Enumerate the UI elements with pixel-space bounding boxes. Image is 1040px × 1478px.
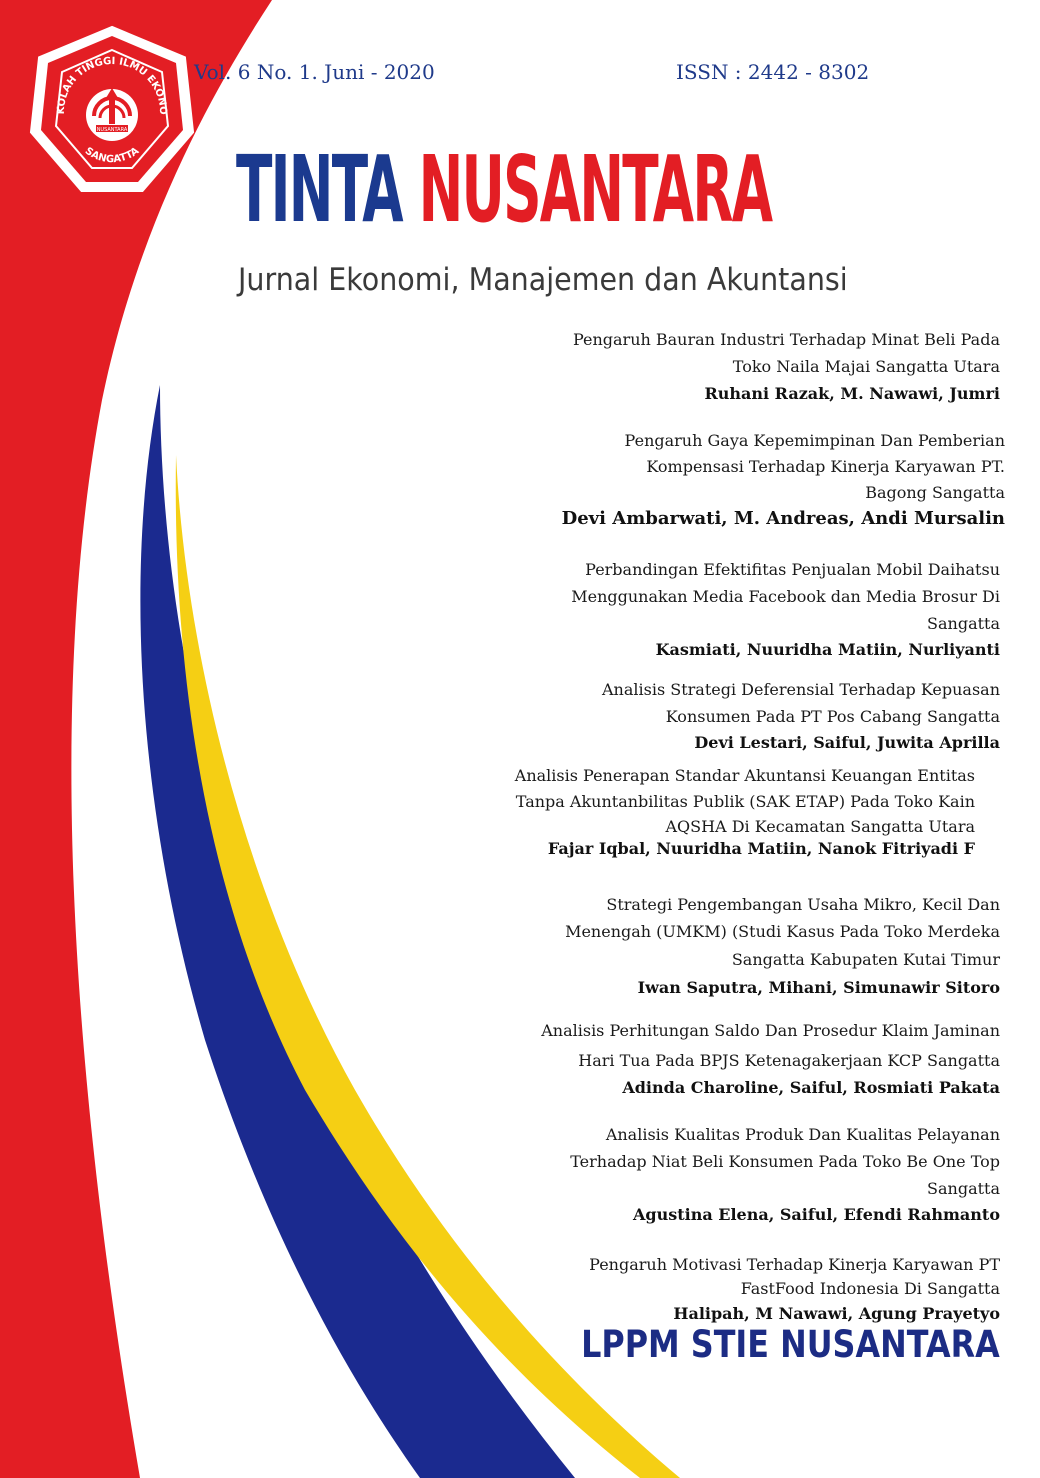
journal-subtitle: Jurnal Ekonomi, Manajemen dan Akuntansi: [238, 262, 848, 298]
article-title-line: Analisis Kualitas Produk Dan Kualitas Pelayanan: [605, 1125, 1000, 1144]
article-title-line: Tanpa Akuntanbilitas Publik (SAK ETAP) Pada Toko Kain: [515, 792, 975, 811]
logo-top-text: KOLAH TINGGI ILMU EKONO: [55, 55, 169, 115]
article-title-line: Kompensasi Terhadap Kinerja Karyawan PT.: [646, 457, 1005, 476]
article-entry: [589, 1253, 1000, 1327]
logo-badge-text: NUSANTARA: [96, 127, 128, 133]
article-authors: Halipah, M Nawawi, Agung Prayetyo: [673, 1304, 1000, 1323]
school-logo: [22, 20, 202, 200]
article-entry: [573, 326, 1000, 408]
article-title-line: Pengaruh Bauran Industri Terhadap Minat Beli Pada: [572, 330, 1000, 349]
article-entry: [541, 1016, 1000, 1100]
article-title-line: AQSHA Di Kecamatan Sangatta Utara: [665, 817, 975, 836]
issn-number: ISSN : 2442 - 8302: [676, 60, 870, 84]
article-authors: Agustina Elena, Saiful, Efendi Rahmanto: [633, 1205, 1000, 1224]
article-entry: [515, 763, 975, 859]
article-title-line: Strategi Pengembangan Usaha Mikro, Kecil Dan: [606, 895, 1000, 914]
article-title-line: Menengah (UMKM) (Studi Kasus Pada Toko Merdeka: [565, 922, 1000, 941]
red-swoosh: [0, 0, 272, 1478]
article-entry: [562, 428, 1005, 532]
article-title-line: Konsumen Pada PT Pos Cabang Sangatta: [665, 707, 1000, 726]
journal-title-part2: NUSANTARA: [418, 136, 772, 243]
article-title-line: Pengaruh Motivasi Terhadap Kinerja Karyawan PT: [589, 1255, 1000, 1274]
article-authors: Fajar Iqbal, Nuuridha Matiin, Nanok Fitriyadi F: [547, 839, 975, 858]
volume-info: Vol. 6 No. 1. Juni - 2020: [194, 60, 435, 84]
article-title-line: Analisis Penerapan Standar Akuntansi Keuangan Entitas: [514, 766, 975, 785]
article-title-line: Toko Naila Majai Sangatta Utara: [732, 357, 1000, 376]
article-entry: [571, 556, 1000, 662]
article-authors: Ruhani Razak, M. Nawawi, Jumri: [704, 384, 1000, 403]
publisher-name: LPPM STIE NUSANTARA: [581, 1323, 1000, 1366]
article-title-line: Sangatta: [927, 1179, 1000, 1198]
article-title-line: Terhadap Niat Beli Konsumen Pada Toko Be One Top: [570, 1152, 1000, 1171]
article-entry: [565, 891, 1000, 1001]
article-title-line: Menggunakan Media Facebook dan Media Brosur Di: [571, 587, 1000, 606]
article-title-line: Sangatta Kabupaten Kutai Timur: [731, 950, 1000, 969]
article-authors: Adinda Charoline, Saiful, Rosmiati Pakata: [622, 1078, 1000, 1097]
article-authors: Iwan Saputra, Mihani, Simunawir Sitoro: [637, 978, 1000, 997]
journal-title: [236, 134, 771, 246]
article-title-line: Analisis Perhitungan Saldo Dan Prosedur Klaim Jaminan: [541, 1021, 1000, 1040]
article-title-line: Sangatta: [927, 614, 1000, 633]
article-title-line: Analisis Strategi Deferensial Terhadap Kepuasan: [602, 680, 1000, 699]
article-authors: Devi Lestari, Saiful, Juwita Aprilla: [694, 733, 1000, 752]
article-entry: [602, 676, 1000, 756]
article-entry: [570, 1121, 1000, 1228]
logo-bottom-text: SANGATTA: [82, 145, 142, 166]
article-title-line: Hari Tua Pada BPJS Ketenagakerjaan KCP Sangatta: [578, 1051, 1000, 1070]
journal-title-part1: TINTA: [236, 136, 402, 243]
article-title-line: Perbandingan Efektifitas Penjualan Mobil Daihatsu: [585, 560, 1000, 579]
article-title-line: FastFood Indonesia Di Sangatta: [740, 1279, 1000, 1298]
article-authors: Devi Ambarwati, M. Andreas, Andi Mursalin: [561, 508, 1005, 529]
article-authors: Kasmiati, Nuuridha Matiin, Nurliyanti: [655, 640, 1000, 659]
article-title-line: Bagong Sangatta: [865, 483, 1005, 502]
article-title-line: Pengaruh Gaya Kepemimpinan Dan Pemberian: [624, 431, 1005, 450]
